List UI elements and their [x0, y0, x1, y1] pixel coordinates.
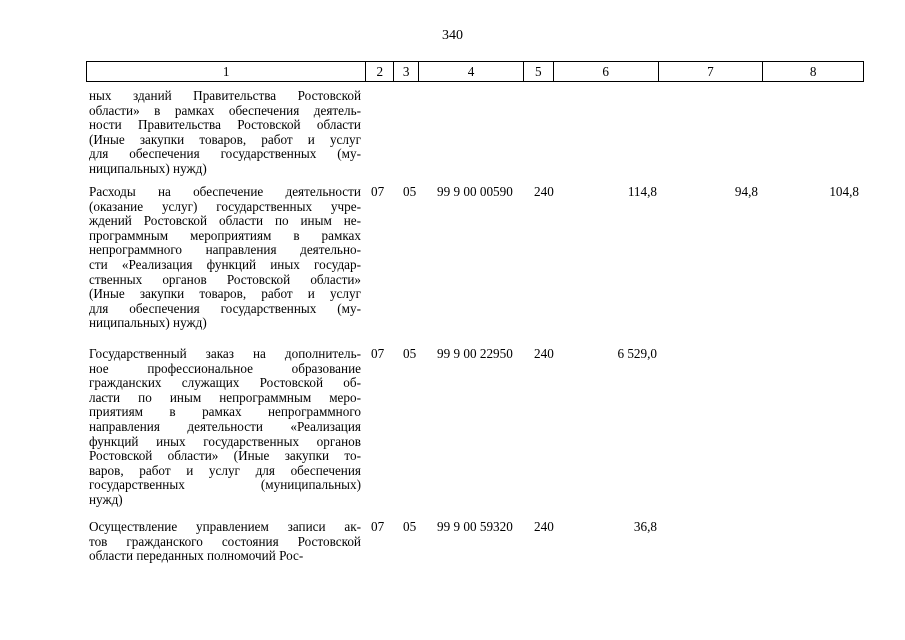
- description-line: направления деятельности «Реализация: [89, 418, 361, 434]
- row-description: [89, 347, 361, 508]
- description-line: для обеспечения государственных (му-: [89, 300, 361, 316]
- expense-type-cell: 240: [534, 519, 554, 534]
- section-cell: 07: [371, 519, 385, 534]
- description-line: непрограммного направления деятельно-: [89, 242, 361, 258]
- description-line: программным мероприятиям в рамках: [89, 227, 361, 243]
- table-header: [86, 61, 864, 82]
- section-cell: 07: [371, 346, 385, 361]
- description-line: гражданских служащих Ростовской об-: [89, 375, 361, 391]
- description-line: для обеспечения государственных (му-: [89, 146, 361, 162]
- header-col-2: 2: [366, 62, 394, 81]
- description-line: ности Правительства Ростовской области: [89, 117, 361, 133]
- header-col-6: 6: [554, 62, 659, 81]
- row-description: [89, 185, 361, 331]
- description-line: приятиям в рамках непрограммного: [89, 404, 361, 420]
- expense-type-cell: 240: [534, 184, 554, 199]
- target-code-cell: 99 9 00 00590: [437, 184, 513, 199]
- description-line: функций иных государственных органов: [89, 433, 361, 449]
- subsection-cell: 05: [403, 184, 417, 199]
- description-line: ниципальных) нужд): [89, 160, 207, 176]
- amount-year1-cell: 36,8: [633, 519, 657, 534]
- amount-year2-cell: 94,8: [734, 184, 758, 199]
- header-col-7: 7: [659, 62, 764, 81]
- header-col-5: 5: [524, 62, 554, 81]
- description-line: сти «Реализация функций иных государ-: [89, 256, 361, 272]
- description-line: (Иные закупки товаров, работ и услуг: [89, 286, 361, 302]
- header-col-3: 3: [394, 62, 419, 81]
- description-line: государственных (муниципальных): [89, 477, 361, 493]
- subsection-cell: 05: [403, 519, 417, 534]
- description-line: ждений Ростовской области по иным не-: [89, 213, 361, 229]
- description-line: тов гражданского состояния Ростовской: [89, 533, 361, 549]
- target-code-cell: 99 9 00 22950: [437, 346, 513, 361]
- description-line: области» в рамках обеспечения деятель-: [89, 102, 361, 118]
- description-line: области переданных полномочий Рос-: [89, 548, 304, 564]
- amount-year3-cell: 104,8: [829, 184, 859, 199]
- description-line: Осуществление управлением записи ак-: [89, 519, 361, 534]
- section-cell: 07: [371, 184, 385, 199]
- description-line: (оказание услуг) государственных учре-: [89, 198, 361, 214]
- header-col-1: 1: [87, 62, 366, 81]
- description-line: ственных органов Ростовской области»: [89, 271, 361, 287]
- description-line: ное профессиональное образование: [89, 360, 361, 376]
- description-line: нужд): [89, 491, 123, 507]
- description-line: Ростовской области» (Иные закупки то-: [89, 448, 361, 464]
- amount-year1-cell: 6 529,0: [617, 346, 657, 361]
- description-line: (Иные закупки товаров, работ и услуг: [89, 131, 361, 147]
- row-description: [89, 520, 361, 564]
- description-line: ниципальных) нужд): [89, 315, 207, 331]
- header-col-4: 4: [419, 62, 524, 81]
- amount-year1-cell: 114,8: [627, 184, 657, 199]
- header-col-8: 8: [809, 64, 817, 79]
- description-line: Государственный заказ на дополнитель-: [89, 346, 361, 361]
- description-line: ласти по иным непрограммным меро-: [89, 389, 361, 405]
- description-line: Расходы на обеспечение деятельности: [89, 184, 361, 199]
- description-line: ных зданий Правительства Ростовской: [89, 88, 361, 103]
- page-number: 340: [442, 28, 463, 43]
- description-line: варов, работ и услуг для обеспечения: [89, 462, 361, 478]
- expense-type-cell: 240: [534, 346, 554, 361]
- subsection-cell: 05: [403, 346, 417, 361]
- target-code-cell: 99 9 00 59320: [437, 519, 513, 534]
- row-description: [89, 89, 361, 177]
